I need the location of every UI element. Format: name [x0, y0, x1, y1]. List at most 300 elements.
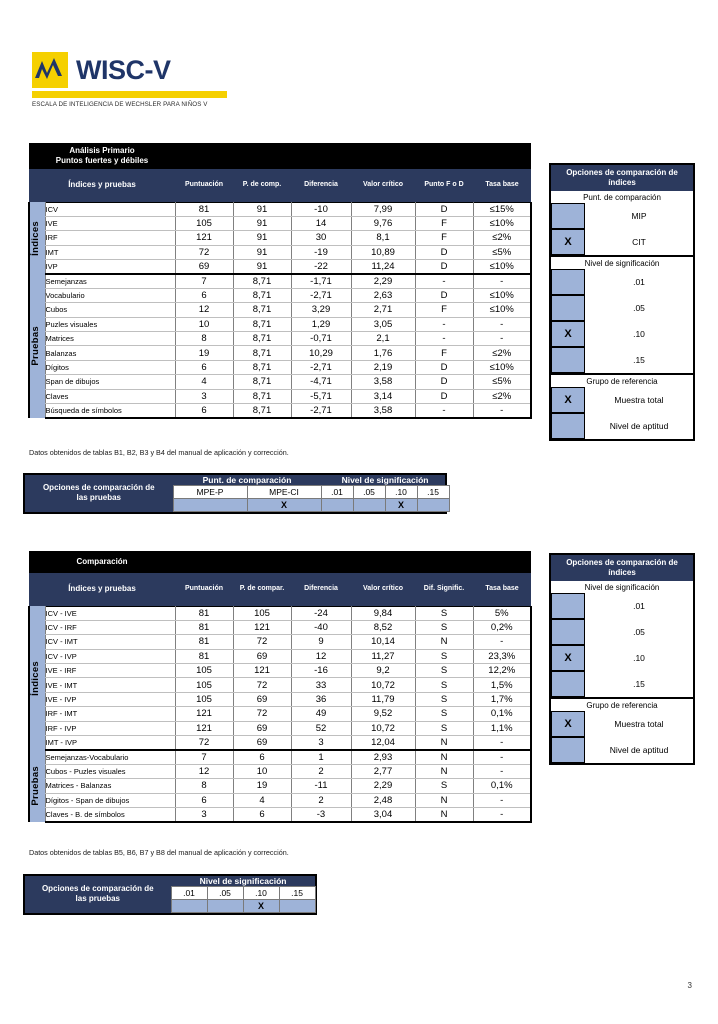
- panel-option-label: Muestra total: [614, 719, 664, 729]
- cell-punto: -: [415, 403, 473, 417]
- cell-puntuacion: 12: [175, 764, 233, 778]
- cell-signif: N: [415, 750, 473, 764]
- panel-option-label: .15: [633, 355, 645, 365]
- cell-valor_critico: 3,58: [351, 403, 415, 417]
- cell-diferencia: -19: [291, 245, 351, 259]
- cell-punto: -: [415, 274, 473, 288]
- panel-checkbox[interactable]: [551, 737, 585, 763]
- panel-checkbox[interactable]: X: [551, 229, 585, 255]
- cell-valor_critico: 8,1: [351, 231, 415, 245]
- table-row: [29, 360, 531, 374]
- table-row: [29, 606, 531, 620]
- row-label: Matrices - Balanzas: [45, 779, 175, 793]
- cell-puntuacion: 121: [175, 707, 233, 721]
- panel-option-row: [551, 593, 693, 619]
- table-row: [29, 245, 531, 259]
- cell-diferencia: 10,29: [291, 346, 351, 360]
- panel-checkbox[interactable]: X: [551, 387, 585, 413]
- optbox1-label-line2: las pruebas: [76, 493, 121, 503]
- row-label: Claves - B. de símbolos: [45, 807, 175, 821]
- row-label: Semejanzas-Vocabulario: [45, 750, 175, 764]
- table-row: [29, 664, 531, 678]
- cell-tasa: ≤10%: [473, 360, 531, 374]
- panel1-title: [551, 165, 693, 191]
- cell-diferencia: 12: [291, 649, 351, 663]
- table2-col-p-de-compar: P. de compar.: [233, 573, 291, 606]
- cell-tasa: 1,7%: [473, 692, 531, 706]
- cell-diferencia: 9: [291, 635, 351, 649]
- table-row: [29, 288, 531, 302]
- optbox2-header-row: [25, 876, 315, 887]
- cell-signif: S: [415, 678, 473, 692]
- panel-option-row: [551, 295, 693, 321]
- panel-option-row: [551, 413, 693, 439]
- table2-rowhead-label: Índices y pruebas: [29, 573, 175, 606]
- table-row: [29, 403, 531, 417]
- logo-subtitle: ESCALA DE INTELIGENCIA DE WECHSLER PARA NIÑOS V: [32, 101, 208, 108]
- cell-diferencia: -16: [291, 664, 351, 678]
- table-row: [29, 375, 531, 389]
- optbox1-group-nivel: Nivel de significación: [341, 475, 429, 485]
- cell-diferencia: 14: [291, 216, 351, 230]
- cell-puntuacion: 81: [175, 606, 233, 620]
- option-checkbox[interactable]: X: [247, 499, 321, 512]
- table-row: [29, 389, 531, 403]
- row-label: Cubos: [45, 303, 175, 317]
- option-label: .01: [171, 887, 207, 900]
- panel-checkbox[interactable]: [551, 671, 585, 697]
- cell-valor_critico: 11,27: [351, 649, 415, 663]
- cell-diferencia: -10: [291, 202, 351, 216]
- option-checkbox[interactable]: [207, 900, 243, 913]
- option-checkbox[interactable]: X: [243, 900, 279, 913]
- cell-signif: N: [415, 736, 473, 750]
- cell-pcomp: 91: [233, 202, 291, 216]
- cell-punto: D: [415, 288, 473, 302]
- cell-pcomp: 91: [233, 216, 291, 230]
- cell-punto: D: [415, 202, 473, 216]
- panel2-title-line1: Opciones de comparación de: [566, 558, 678, 567]
- cell-puntuacion: 81: [175, 635, 233, 649]
- cell-punto: D: [415, 245, 473, 259]
- table-row: [29, 260, 531, 274]
- table1-title-filler: [175, 143, 531, 169]
- table-row: [29, 649, 531, 663]
- table-row: [29, 736, 531, 750]
- cell-puntuacion: 8: [175, 332, 233, 346]
- table1-col-valor-critico: Valor crítico: [351, 169, 415, 202]
- option-label: .01: [321, 486, 353, 499]
- cell-valor_critico: 2,77: [351, 764, 415, 778]
- optbox1-group-punt: Punt. de comparación: [202, 475, 292, 485]
- row-group-label-text: Índices: [30, 660, 41, 696]
- cell-diferencia: 52: [291, 721, 351, 735]
- cell-valor_critico: 9,84: [351, 606, 415, 620]
- table-row: [29, 332, 531, 346]
- row-label: Dígitos - Span de dibujos: [45, 793, 175, 807]
- optbox1-header-row: [25, 475, 449, 486]
- cell-pcomp: 91: [233, 260, 291, 274]
- cell-pcomp: 4: [233, 793, 291, 807]
- option-checkbox[interactable]: [171, 900, 207, 913]
- cell-puntuacion: 7: [175, 274, 233, 288]
- row-label: IVE - IRF: [45, 664, 175, 678]
- panel-option-row: [551, 645, 693, 671]
- cell-pcomp: 8,71: [233, 332, 291, 346]
- cell-diferencia: -0,71: [291, 332, 351, 346]
- cell-tasa: ≤10%: [473, 260, 531, 274]
- cell-tasa: -: [473, 403, 531, 417]
- option-label: .05: [207, 887, 243, 900]
- panel-option-label: Nivel de aptitud: [609, 421, 669, 431]
- cell-pcomp: 6: [233, 807, 291, 821]
- cell-puntuacion: 105: [175, 216, 233, 230]
- cell-tasa: -: [473, 807, 531, 821]
- cell-valor_critico: 3,04: [351, 807, 415, 821]
- cell-valor_critico: 10,72: [351, 678, 415, 692]
- option-label: .15: [279, 887, 315, 900]
- cell-punto: D: [415, 389, 473, 403]
- cell-valor_critico: 2,19: [351, 360, 415, 374]
- row-label: ICV - IVP: [45, 649, 175, 663]
- row-label: Balanzas: [45, 346, 175, 360]
- table-row: [29, 216, 531, 230]
- cell-diferencia: 3: [291, 736, 351, 750]
- table1-title-row: [29, 143, 531, 169]
- cell-pcomp: 10: [233, 764, 291, 778]
- row-group-label-text: Pruebas: [30, 326, 41, 366]
- cell-tasa: 1,5%: [473, 678, 531, 692]
- row-label: IVE: [45, 216, 175, 230]
- pruebas-comparison-options-box-2: [23, 874, 317, 915]
- table-row: [29, 721, 531, 735]
- cell-diferencia: -2,71: [291, 360, 351, 374]
- panel-section: [551, 373, 693, 439]
- cell-puntuacion: 105: [175, 692, 233, 706]
- table-row: [29, 303, 531, 317]
- panel-checkbox[interactable]: [551, 269, 585, 295]
- logo-wordmark: WISC-V: [76, 54, 171, 85]
- row-label: ICV - IRF: [45, 620, 175, 634]
- cell-signif: S: [415, 620, 473, 634]
- table-row: [29, 202, 531, 216]
- panel-option-label: .05: [633, 303, 645, 313]
- cell-signif: S: [415, 649, 473, 663]
- cell-puntuacion: 6: [175, 288, 233, 302]
- cell-punto: F: [415, 303, 473, 317]
- panel-checkbox[interactable]: [551, 413, 585, 439]
- cell-puntuacion: 81: [175, 649, 233, 663]
- cell-valor_critico: 11,79: [351, 692, 415, 706]
- panel-option-label: .05: [633, 627, 645, 637]
- cell-punto: F: [415, 346, 473, 360]
- cell-valor_critico: 10,72: [351, 721, 415, 735]
- cell-puntuacion: 72: [175, 245, 233, 259]
- cell-puntuacion: 69: [175, 260, 233, 274]
- panel-checkbox[interactable]: X: [551, 321, 585, 347]
- option-checkbox[interactable]: [417, 499, 449, 512]
- cell-punto: D: [415, 260, 473, 274]
- panel-option-row: [551, 347, 693, 373]
- panel-option-row: [551, 387, 693, 413]
- row-label: Vocabulario: [45, 288, 175, 302]
- panel-option-label: Nivel de aptitud: [609, 745, 669, 755]
- table1-col-p-de-comp: P. de comp.: [233, 169, 291, 202]
- cell-puntuacion: 72: [175, 736, 233, 750]
- cell-pcomp: 8,71: [233, 317, 291, 331]
- table-row: [29, 317, 531, 331]
- cell-diferencia: -3: [291, 807, 351, 821]
- cell-signif: N: [415, 764, 473, 778]
- table1-title-line2: Puntos fuertes y débiles: [55, 156, 149, 165]
- cell-valor_critico: 10,89: [351, 245, 415, 259]
- cell-puntuacion: 81: [175, 202, 233, 216]
- row-label: Puzles visuales: [45, 317, 175, 331]
- panel-option-row: [551, 229, 693, 255]
- option-checkbox[interactable]: [353, 499, 385, 512]
- panel1-title-line2: índices: [608, 178, 636, 187]
- table2-col-tasa-base: Tasa base: [473, 573, 531, 606]
- cell-tasa: 0,1%: [473, 779, 531, 793]
- cell-diferencia: -5,71: [291, 389, 351, 403]
- cell-diferencia: 33: [291, 678, 351, 692]
- row-label: IMT - IVP: [45, 736, 175, 750]
- row-label: IVE - IVP: [45, 692, 175, 706]
- cell-puntuacion: 12: [175, 303, 233, 317]
- option-checkbox[interactable]: [173, 499, 247, 512]
- cell-puntuacion: 10: [175, 317, 233, 331]
- cell-diferencia: -2,71: [291, 288, 351, 302]
- cell-tasa: -: [473, 332, 531, 346]
- panel-checkbox[interactable]: [551, 295, 585, 321]
- cell-diferencia: -11: [291, 779, 351, 793]
- cell-valor_critico: 3,14: [351, 389, 415, 403]
- option-label: .10: [385, 486, 417, 499]
- table-row: [29, 707, 531, 721]
- panel-checkbox[interactable]: [551, 593, 585, 619]
- row-label: IMT: [45, 245, 175, 259]
- cell-tasa: ≤15%: [473, 202, 531, 216]
- panel-option-label: Muestra total: [614, 395, 664, 405]
- cell-pcomp: 8,71: [233, 403, 291, 417]
- cell-pcomp: 19: [233, 779, 291, 793]
- cell-punto: F: [415, 216, 473, 230]
- cell-puntuacion: 4: [175, 375, 233, 389]
- row-group-label: [29, 606, 45, 750]
- cell-valor_critico: 10,14: [351, 635, 415, 649]
- panel-section-header: Nivel de significación: [551, 581, 693, 593]
- cell-valor_critico: 9,76: [351, 216, 415, 230]
- cell-punto: F: [415, 231, 473, 245]
- cell-tasa: -: [473, 274, 531, 288]
- cell-diferencia: 3,29: [291, 303, 351, 317]
- panel2-title: [551, 555, 693, 581]
- cell-puntuacion: 105: [175, 664, 233, 678]
- cell-tasa: 12,2%: [473, 664, 531, 678]
- row-label: IVE - IMT: [45, 678, 175, 692]
- cell-puntuacion: 6: [175, 360, 233, 374]
- cell-pcomp: 121: [233, 664, 291, 678]
- panel1-title-line1: Opciones de comparación de: [566, 168, 678, 177]
- cell-signif: N: [415, 635, 473, 649]
- cell-valor_critico: 2,29: [351, 779, 415, 793]
- cell-pcomp: 8,71: [233, 360, 291, 374]
- cell-signif: S: [415, 721, 473, 735]
- cell-puntuacion: 105: [175, 678, 233, 692]
- cell-tasa: ≤10%: [473, 303, 531, 317]
- panel-checkbox[interactable]: [551, 347, 585, 373]
- row-label: IRF: [45, 231, 175, 245]
- wisc-v-logo: [32, 52, 282, 108]
- primary-analysis-table: [28, 143, 532, 419]
- cell-tasa: -: [473, 764, 531, 778]
- cell-tasa: 5%: [473, 606, 531, 620]
- comparison-table: [28, 551, 532, 823]
- table-row: [29, 620, 531, 634]
- cell-signif: S: [415, 664, 473, 678]
- cell-pcomp: 72: [233, 707, 291, 721]
- cell-pcomp: 8,71: [233, 389, 291, 403]
- cell-puntuacion: 8: [175, 779, 233, 793]
- cell-punto: D: [415, 360, 473, 374]
- cell-tasa: ≤2%: [473, 346, 531, 360]
- logo-row: [32, 52, 282, 88]
- table1-note: Datos obtenidos de tablas B1, B2, B3 y B4 del manual de aplicación y corrección.: [29, 448, 289, 457]
- table2-col-puntuacion: Puntuación: [175, 573, 233, 606]
- cell-tasa: 1,1%: [473, 721, 531, 735]
- option-checkbox[interactable]: X: [385, 499, 417, 512]
- panel-option-row: [551, 737, 693, 763]
- panel-section: [551, 191, 693, 255]
- cell-valor_critico: 3,05: [351, 317, 415, 331]
- panel-checkbox[interactable]: X: [551, 711, 585, 737]
- optbox2-label-line1: Opciones de comparación de: [41, 883, 154, 893]
- panel-section: [551, 697, 693, 763]
- cell-pcomp: 8,71: [233, 375, 291, 389]
- cell-tasa: -: [473, 317, 531, 331]
- cell-valor_critico: 2,29: [351, 274, 415, 288]
- panel-option-row: [551, 619, 693, 645]
- cell-valor_critico: 1,76: [351, 346, 415, 360]
- cell-pcomp: 8,71: [233, 303, 291, 317]
- panel-checkbox[interactable]: [551, 619, 585, 645]
- cell-pcomp: 72: [233, 678, 291, 692]
- option-label: MPE-P: [173, 486, 247, 499]
- cell-valor_critico: 3,58: [351, 375, 415, 389]
- panel-checkbox[interactable]: X: [551, 645, 585, 671]
- table1-col-tasa-base: Tasa base: [473, 169, 531, 202]
- panel-option-row: [551, 711, 693, 737]
- panel-option-label: .15: [633, 679, 645, 689]
- table2-col-valor-critico: Valor crítico: [351, 573, 415, 606]
- table-row: [29, 678, 531, 692]
- cell-tasa: ≤5%: [473, 245, 531, 259]
- cell-valor_critico: 8,52: [351, 620, 415, 634]
- cell-pcomp: 8,71: [233, 274, 291, 288]
- panel-option-row: [551, 203, 693, 229]
- cell-diferencia: -4,71: [291, 375, 351, 389]
- cell-diferencia: 2: [291, 764, 351, 778]
- cell-pcomp: 91: [233, 245, 291, 259]
- table-row: [29, 807, 531, 821]
- cell-pcomp: 6: [233, 750, 291, 764]
- cell-diferencia: 1: [291, 750, 351, 764]
- cell-valor_critico: 2,71: [351, 303, 415, 317]
- row-label: Búsqueda de símbolos: [45, 403, 175, 417]
- panel-option-label: .10: [633, 653, 645, 663]
- cell-valor_critico: 2,1: [351, 332, 415, 346]
- cell-puntuacion: 6: [175, 793, 233, 807]
- indices-comparison-options-panel-1: [549, 163, 695, 441]
- table2-column-header-row: [29, 573, 531, 606]
- panel-option-label: .10: [633, 329, 645, 339]
- optbox2-label: [25, 876, 171, 913]
- cell-signif: S: [415, 707, 473, 721]
- cell-pcomp: 8,71: [233, 288, 291, 302]
- indices-comparison-options-panel-2: [549, 553, 695, 765]
- row-group-label: [29, 750, 45, 822]
- row-label: Span de dibujos: [45, 375, 175, 389]
- cell-valor_critico: 2,93: [351, 750, 415, 764]
- cell-tasa: -: [473, 750, 531, 764]
- cell-tasa: ≤2%: [473, 389, 531, 403]
- table2-title: Comparación: [76, 557, 128, 566]
- cell-pcomp: 8,71: [233, 346, 291, 360]
- row-group-label-text: Índices: [30, 220, 41, 256]
- option-label: MPE-CI: [247, 486, 321, 499]
- option-checkbox[interactable]: [321, 499, 353, 512]
- cell-tasa: ≤10%: [473, 288, 531, 302]
- cell-diferencia: 49: [291, 707, 351, 721]
- cell-puntuacion: 19: [175, 346, 233, 360]
- cell-diferencia: -1,71: [291, 274, 351, 288]
- row-group-label: [29, 274, 45, 418]
- table-row: [29, 750, 531, 764]
- option-checkbox[interactable]: [279, 900, 315, 913]
- cell-puntuacion: 7: [175, 750, 233, 764]
- cell-diferencia: 30: [291, 231, 351, 245]
- panel-option-row: [551, 671, 693, 697]
- panel-section: [551, 581, 693, 697]
- cell-pcomp: 72: [233, 635, 291, 649]
- row-label: Semejanzas: [45, 274, 175, 288]
- table-row: [29, 764, 531, 778]
- cell-pcomp: 69: [233, 692, 291, 706]
- panel-section-header: Grupo de referencia: [551, 375, 693, 387]
- table2-col-dif-signific: Dif. Signific.: [415, 573, 473, 606]
- row-label: IRF - IMT: [45, 707, 175, 721]
- panel-checkbox[interactable]: [551, 203, 585, 229]
- row-group-label: [29, 202, 45, 274]
- optbox1-label: [25, 475, 173, 512]
- cell-tasa: ≤10%: [473, 216, 531, 230]
- panel-option-label: CIT: [632, 237, 646, 247]
- optbox2-group-nivel: Nivel de significación: [199, 876, 287, 886]
- cell-diferencia: -22: [291, 260, 351, 274]
- cell-tasa: 23,3%: [473, 649, 531, 663]
- option-label: .10: [243, 887, 279, 900]
- cell-valor_critico: 11,24: [351, 260, 415, 274]
- cell-diferencia: -24: [291, 606, 351, 620]
- logo-yellow-bar: [32, 91, 227, 98]
- table-row: [29, 692, 531, 706]
- cell-valor_critico: 9,52: [351, 707, 415, 721]
- table1-col-diferencia: Diferencia: [291, 169, 351, 202]
- cell-puntuacion: 3: [175, 389, 233, 403]
- cell-signif: S: [415, 606, 473, 620]
- cell-tasa: ≤5%: [473, 375, 531, 389]
- cell-diferencia: -2,71: [291, 403, 351, 417]
